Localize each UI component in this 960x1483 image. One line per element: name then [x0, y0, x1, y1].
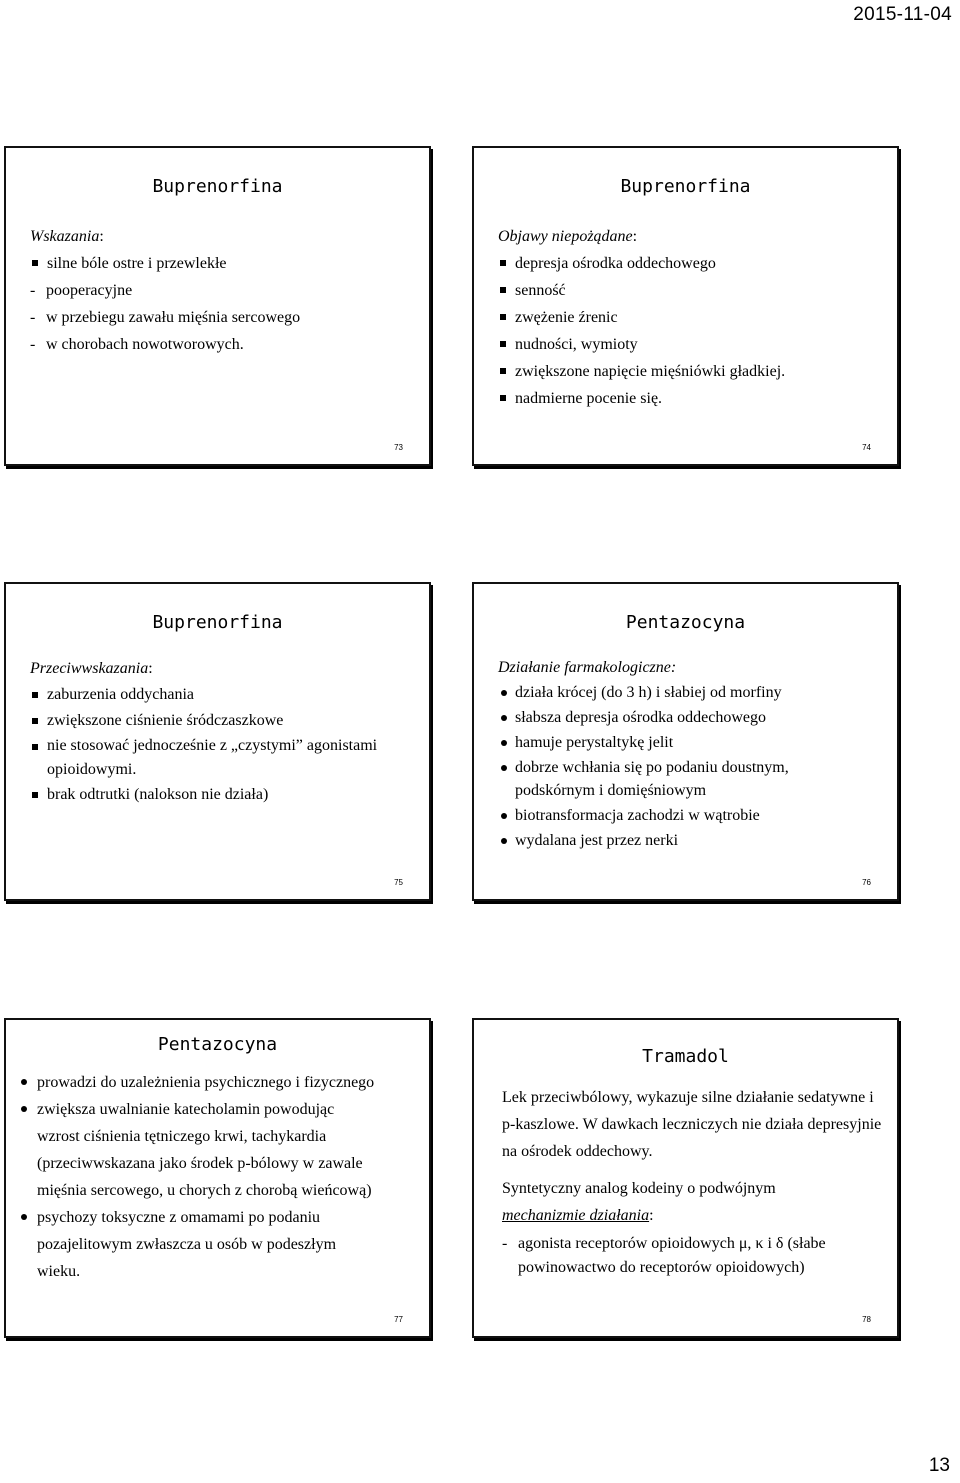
bullet-item: nadmierne pocenie się. [498, 385, 878, 412]
slide-heading: Przeciwwskazania: [30, 660, 153, 677]
slide-number: 73 [394, 443, 403, 452]
print-date: 2015-11-04 [853, 4, 952, 25]
bullet-item: dobrze wchłania się po podaniu doustnym, podskórnym i domięśniowym [498, 755, 858, 803]
slide-title: Buprenorfina [620, 176, 751, 197]
bullet-item: nudności, wymioty [498, 331, 878, 358]
slide-body [498, 655, 858, 853]
slide-75 [4, 582, 431, 901]
dash-item: - w chorobach nowotworowych. [30, 331, 410, 358]
slide-paragraph: Lek przeciwbólowy, wykazuje silne działanie sedatywne i p-kaszlowe. W dawkach leczniczych nie działa depresyjnie na ośrodek oddechowy. [502, 1089, 882, 1160]
bullet-item: nie stosować jednocześnie z „czystymi” agonistami opioidowymi. [30, 734, 390, 782]
slide-title: Buprenorfina [152, 176, 283, 197]
slide-76 [472, 582, 899, 901]
slide-title: Pentazocyna [157, 1034, 278, 1055]
slide-paragraph: Syntetyczny analog kodeiny o podwójnym [502, 1180, 776, 1197]
slide-heading: Działanie farmakologiczne: [498, 659, 677, 676]
slide-body [502, 1084, 886, 1280]
slide-number: 75 [394, 878, 403, 887]
bullet-item: zwiększa uwalnianie katecholamin powodując wzrost ciśnienia tętniczego krwi, tachykardia (przeciwwskazana jako środek p-bólowy w zawale mięśnia sercowego, u chorych z chorobą wieńcową) [18, 1096, 378, 1204]
bullet-item: wydalana jest przez nerki [498, 828, 858, 853]
bullet-item: hamuje perystaltykę jelit [498, 730, 858, 755]
bullet-item: depresja ośrodka oddechowego [498, 250, 878, 277]
bullet-item: zwiększone napięcie mięśniówki gładkiej. [498, 358, 878, 385]
bullet-item: silne bóle ostre i przewlekłe [30, 250, 410, 277]
dash-item: - agonista receptorów opioidowych μ, κ i δ (słabe powinowactwo do receptorów opioidowych) [502, 1232, 886, 1280]
slide-73 [4, 146, 431, 466]
bullet-item: działa krócej (do 3 h) i słabiej od morfiny [498, 680, 858, 705]
slide-77 [4, 1018, 431, 1338]
bullet-item: zwężenie źrenic [498, 304, 878, 331]
bullet-item: senność [498, 277, 878, 304]
slide-title: Tramadol [642, 1046, 729, 1067]
slide-number: 74 [862, 443, 871, 452]
bullet-item: słabsza depresja ośrodka oddechowego [498, 705, 858, 730]
dash-item: - pooperacyjne [30, 277, 410, 304]
page-number: 13 [928, 1455, 950, 1476]
bullet-item: brak odtrutki (nalokson nie działa) [30, 782, 390, 808]
slide-heading: Wskazania: [30, 228, 104, 245]
slide-body [30, 223, 410, 358]
slide-title: Pentazocyna [625, 612, 746, 633]
slide-heading: mechanizmie działania: [502, 1207, 654, 1224]
slide-number: 78 [862, 1315, 871, 1324]
slide-heading: Objawy niepożądane: [498, 228, 638, 245]
bullet-item: zwiększone ciśnienie śródczaszkowe [30, 708, 390, 734]
slide-number: 76 [862, 878, 871, 887]
bullet-item: zaburzenia oddychania [30, 682, 390, 708]
slide-body [498, 223, 878, 412]
slide-body [30, 656, 390, 808]
dash-item: - w przebiegu zawału mięśnia sercowego [30, 304, 410, 331]
bullet-item: biotransformacja zachodzi w wątrobie [498, 803, 858, 828]
slide-title: Buprenorfina [152, 612, 283, 633]
slide-body [18, 1069, 378, 1285]
slide-78 [472, 1018, 899, 1338]
bullet-item: prowadzi do uzależnienia psychicznego i fizycznego [18, 1069, 378, 1096]
bullet-item: psychozy toksyczne z omamami po podaniu pozajelitowym zwłaszcza u osób w podeszłym wieku. [18, 1204, 378, 1285]
slide-number: 77 [394, 1315, 403, 1324]
slide-74 [472, 146, 899, 466]
